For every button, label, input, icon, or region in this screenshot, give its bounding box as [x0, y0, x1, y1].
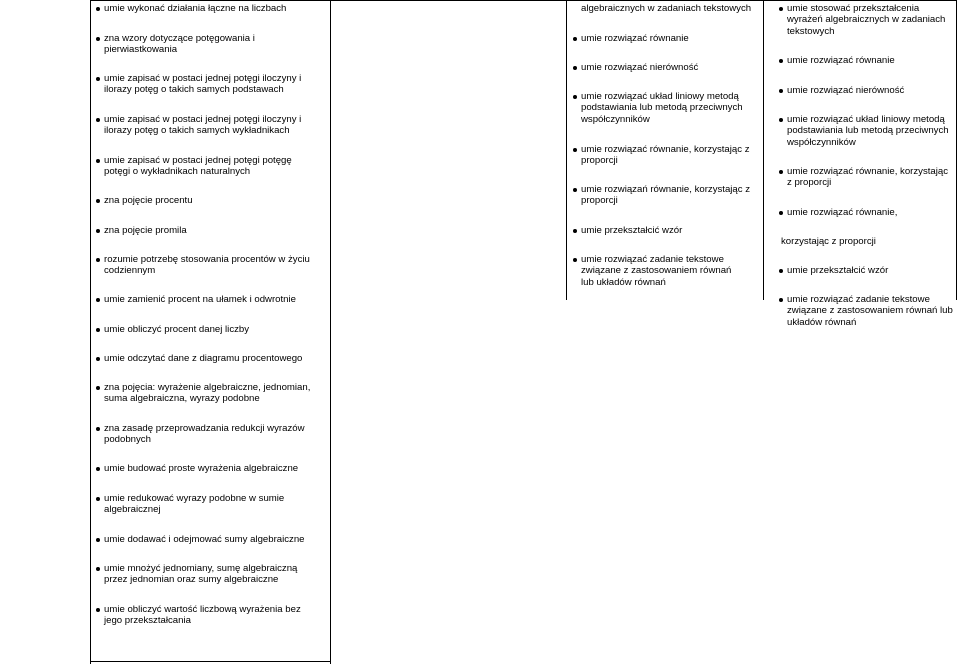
list-item: umie obliczyć wartość liczbową wyrażenia bez jego przekształcania: [94, 604, 309, 627]
list-item: umie zamienić procent na ułamek i odwrotnie: [94, 294, 326, 305]
list-item: umie obliczyć procent danej liczby: [94, 324, 326, 335]
table-border-top: [90, 0, 957, 1]
table-border-right: [956, 0, 957, 300]
list-item: umie redukować wyrazy podobne w sumie algebraicznej: [94, 493, 294, 516]
list-item: zna wzory dotyczące potęgowania i pierwiastkowania: [94, 33, 264, 56]
list-item: zna pojęcia: wyrażenie algebraiczne, jednomian, suma algebraiczna, wyrazy podobne: [94, 382, 322, 405]
list-item: umie rozwiązać równanie: [777, 55, 955, 66]
list-item: zna zasadę przeprowadzania redukcji wyrazów podobnych: [94, 423, 314, 446]
table-border-left: [90, 0, 91, 664]
list-item: rozumie potrzebę stosowania procentów w życiu codziennym: [94, 254, 322, 277]
list-item: umie wykonać działania łączne na liczbach: [94, 3, 326, 14]
list-item: umie rozwiązać układ liniowy metodą podstawiania lub metodą przeciwnych współczynników: [571, 91, 756, 125]
list-item: umie przekształcić wzór: [571, 225, 761, 236]
list-item: umie rozwiązać równanie, korzystając z proporcji: [777, 166, 955, 189]
list-item: umie rozwiązać zadanie tekstowe związane z zastosowaniem równań lub układów równań: [777, 294, 955, 328]
list-item: umie przekształcić wzór: [777, 265, 955, 276]
list-item: umie zapisać w postaci jednej potęgi iloczyny i ilorazy potęg o takich samych podstawach: [94, 73, 314, 96]
list-item: umie mnożyć jednomiany, sumę algebraiczną przez jednomian oraz sumy algebraiczne: [94, 563, 309, 586]
table-border: [330, 0, 331, 664]
list-item-continuation: korzystając z proporcji: [781, 236, 876, 247]
table-border-bottom: [90, 661, 331, 662]
list-item: umie zapisać w postaci jednej potęgi iloczyny i ilorazy potęg o takich samych wykładnikach: [94, 114, 314, 137]
table-border: [763, 0, 764, 300]
list-item: umie zapisać w postaci jednej potęgi potęgę potęgi o wykładnikach naturalnych: [94, 155, 309, 178]
list-item: zna pojęcie promila: [94, 225, 326, 236]
table-border: [566, 0, 567, 300]
list-item: umie rozwiązać równanie, korzystając z proporcji: [571, 144, 761, 167]
list-item: umie rozwiązać równanie,: [777, 207, 955, 218]
list-item: umie dodawać i odejmować sumy algebraiczne: [94, 534, 326, 545]
list-item: umie rozwiązać układ liniowy metodą podstawiania lub metodą przeciwnych współczynników: [777, 114, 955, 148]
list-item-continuation: algebraicznych w zadaniach tekstowych: [581, 3, 752, 14]
list-item: umie odczytać dane z diagramu procentowego: [94, 353, 326, 364]
list-item: umie rozwiązać równanie: [571, 33, 761, 44]
list-item: umie stosować przekształcenia wyrażeń algebraicznych w zadaniach tekstowych: [777, 3, 955, 37]
list-item: umie rozwiązań równanie, korzystając z proporcji: [571, 184, 761, 207]
list-item: umie rozwiązać nierówność: [571, 62, 761, 73]
list-item: zna pojęcie procentu: [94, 195, 326, 206]
list-item: umie rozwiązać zadanie tekstowe związane z zastosowaniem równań lub układów równań: [571, 254, 746, 288]
list-item: umie budować proste wyrażenia algebraiczne: [94, 463, 326, 474]
list-item: umie rozwiązać nierówność: [777, 85, 955, 96]
